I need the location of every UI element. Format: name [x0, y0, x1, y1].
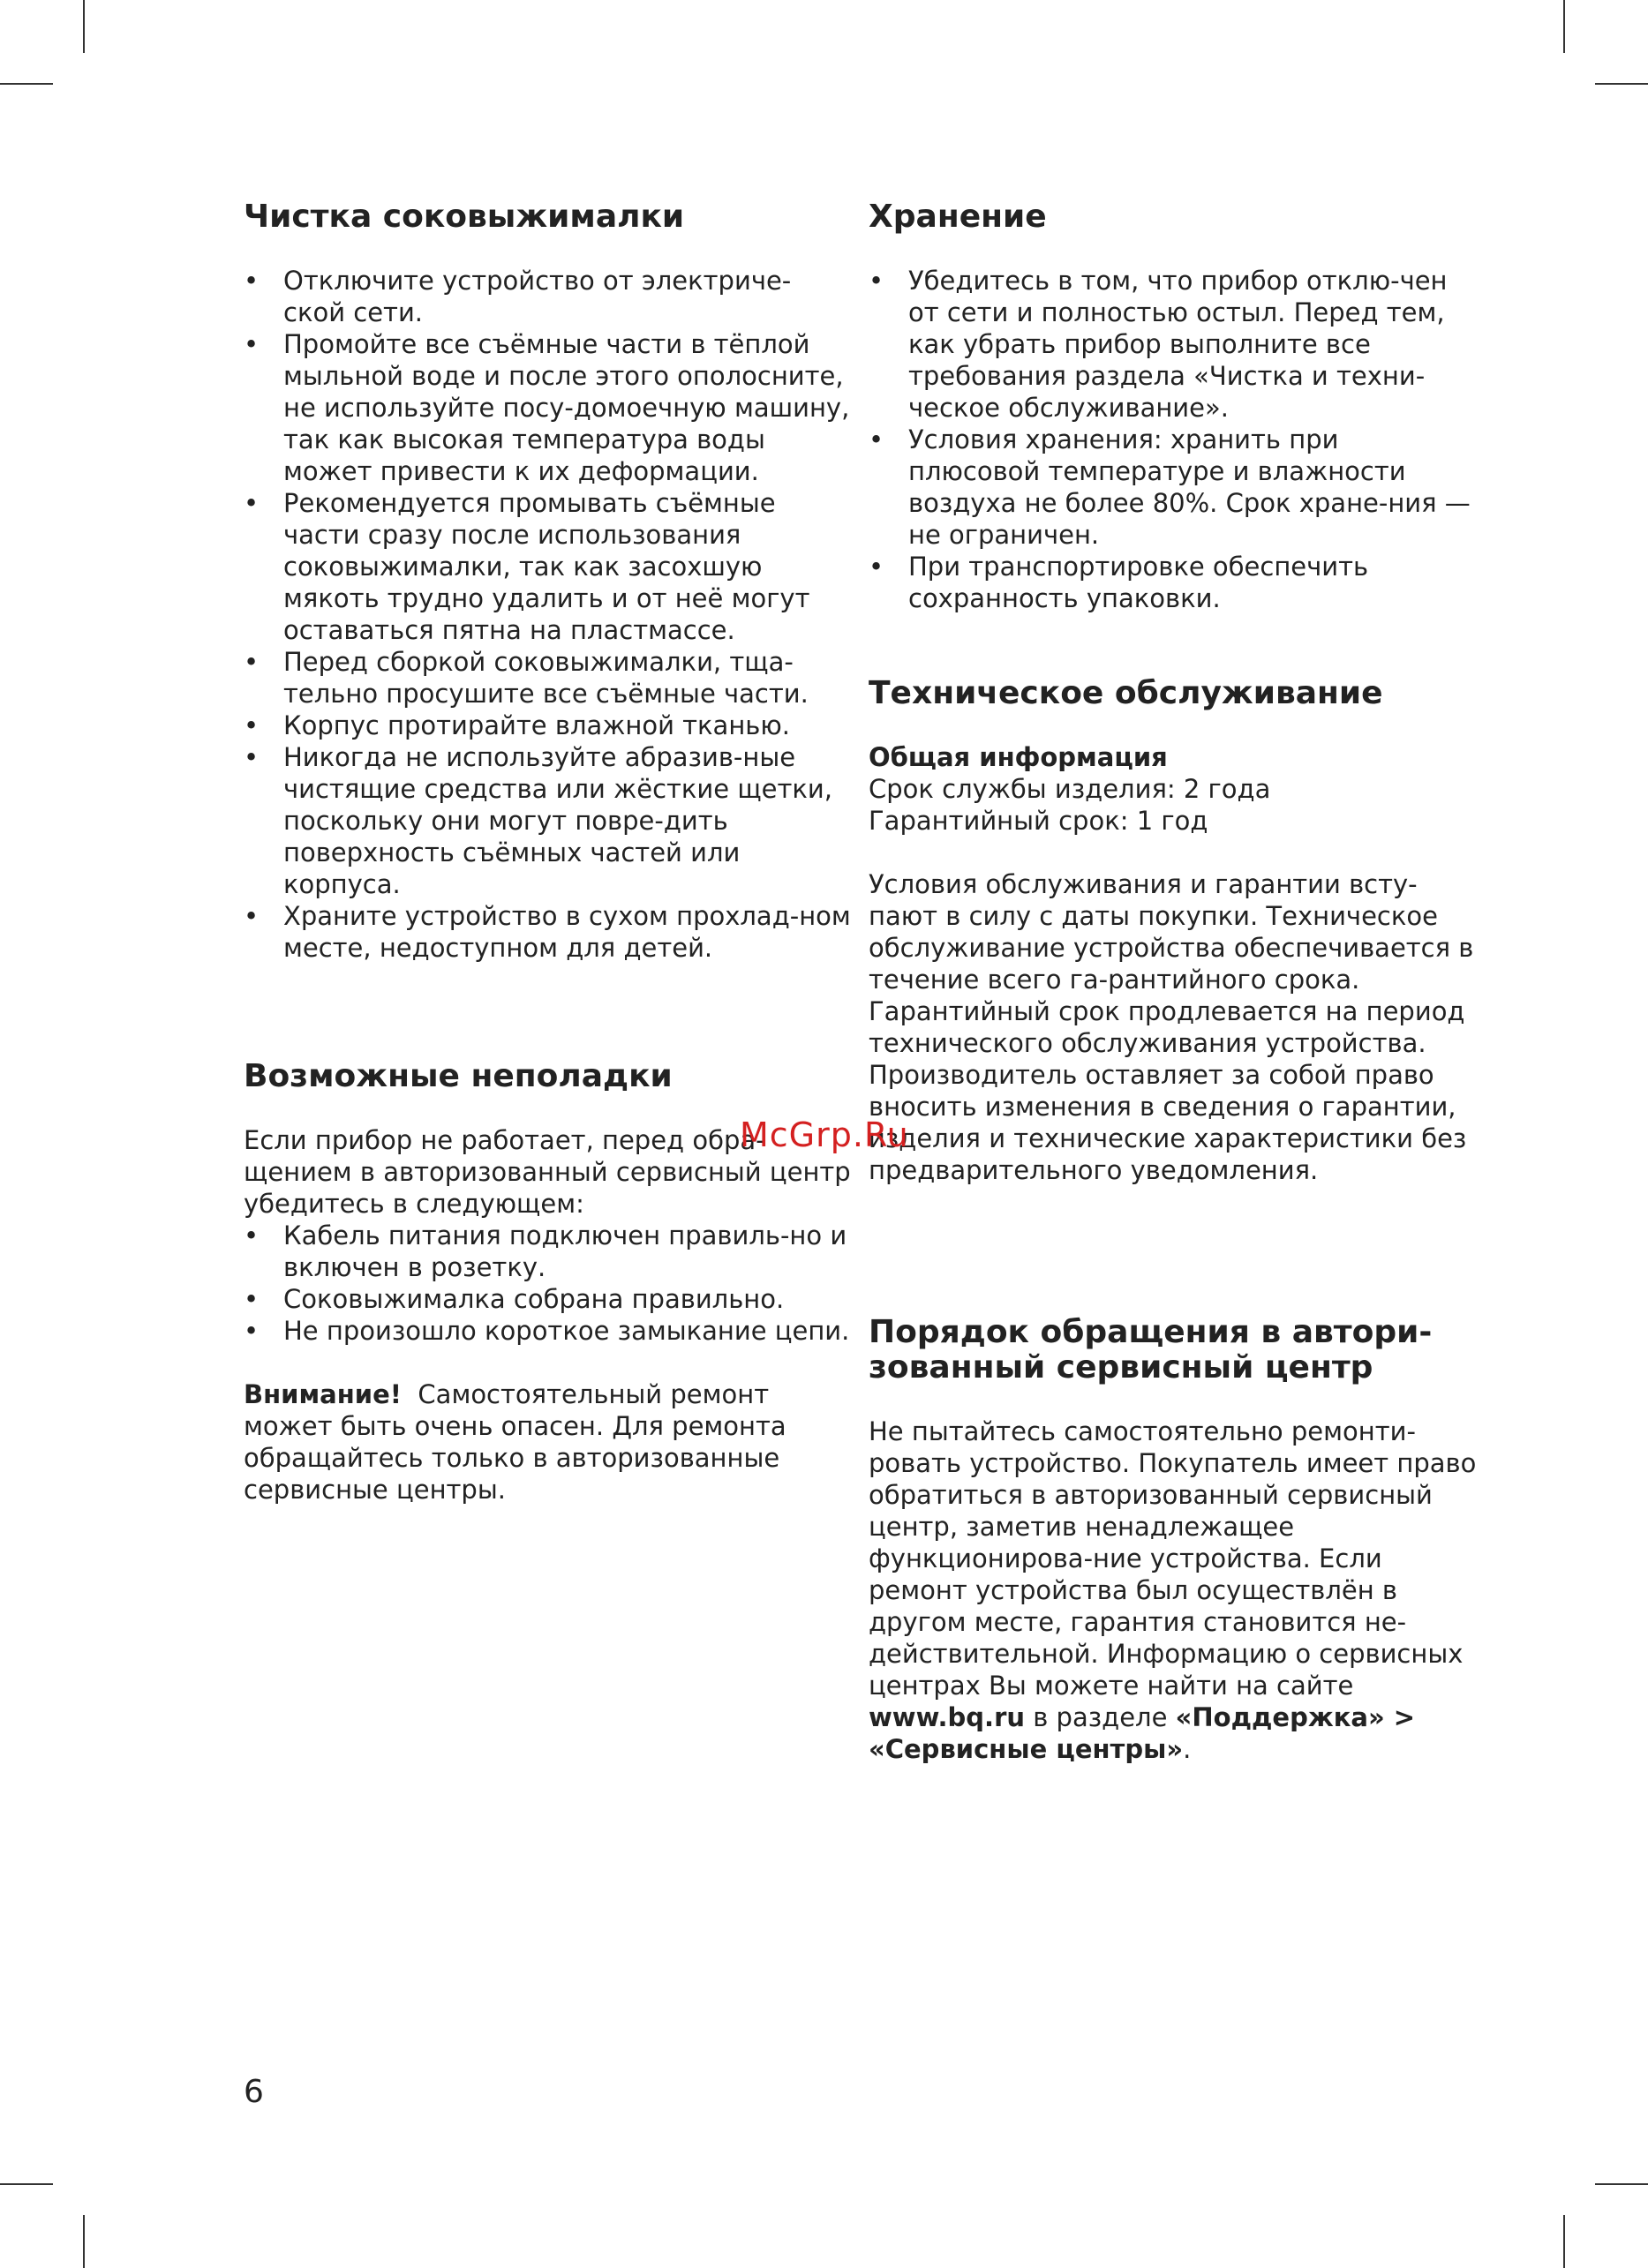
- list-item: • Соковыжималка собрана правильно.: [244, 1283, 853, 1315]
- service-title: Порядок обращения в автори-зованный сервисный центр: [869, 1314, 1433, 1386]
- cleaning-section: [244, 199, 853, 964]
- warranty-period: Гарантийный срок: 1 год: [869, 806, 1208, 836]
- service-text: Не пытайтесь самостоятельно ремонти-ровать устройство. Покупатель имеет право обратиться в авторизованный сервисный центр, заметив ненадлежащее функционирова-ние устройства. Если ремонт устройства был осуществлён в другом месте, гарантия становится не-действительной. Информацию о сервисных центрах Вы можете найти на сайте: [869, 1416, 1477, 1701]
- crop-mark-top-right-h: [1595, 83, 1648, 85]
- list-item: • Кабель питания подключен правиль-но и включен в розетку.: [244, 1220, 853, 1283]
- list-item: • Никогда не используйте абразив-ные чистящие средства или жёсткие щетки, поскольку они могут повре-дить поверхность съёмных частей или корпуса.: [244, 741, 853, 900]
- crop-mark-bottom-right-h: [1595, 2183, 1648, 2185]
- service-section-path: «Поддержка» > «Сервисные центры»: [869, 1702, 1416, 1764]
- storage-section: [869, 199, 1478, 614]
- crop-mark-top-right-v: [1563, 0, 1565, 53]
- troubles-title: Возможные неполадки: [244, 1058, 673, 1094]
- troubles-list: [244, 1220, 853, 1347]
- list-item: • Не произошло короткое замыкание цепи.: [244, 1315, 853, 1347]
- cleaning-title: Чистка соковыжималки: [244, 199, 685, 235]
- list-item: • Отключите устройство от электриче-ской сети.: [244, 265, 853, 328]
- crop-mark-top-left-v: [83, 0, 85, 53]
- service-end: .: [1183, 1734, 1192, 1764]
- crop-mark-bottom-left-h: [0, 2183, 53, 2185]
- service-site-link[interactable]: www.bq.ru: [869, 1702, 1026, 1732]
- crop-mark-bottom-left-v: [83, 2215, 85, 2268]
- troubles-intro: Если прибор не работает, перед обра-щением в авторизованный сервисный центр убедитесь в следующем:: [244, 1125, 851, 1219]
- warning-label: Внимание!: [244, 1379, 402, 1409]
- page-number: 6: [244, 2074, 264, 2110]
- list-item: • Перед сборкой соковыжималки, тща-тельно просушите все съёмные части.: [244, 646, 853, 710]
- list-item: • Убедитесь в том, что прибор отклю-чен от сети и полностью остыл. Перед тем, как убрать прибор выполните все требования раздела «Чистка и техни-ческое обслуживание».: [869, 265, 1478, 424]
- list-item: • Условия хранения: хранить при плюсовой температуре и влажности воздуха не более 80%. Срок хране-ния — не ограничен.: [869, 424, 1478, 551]
- warning-paragraph: [244, 1378, 853, 1506]
- storage-list: [869, 265, 1478, 614]
- list-item: • При транспортировке обеспечить сохранность упаковки.: [869, 551, 1478, 614]
- warning-text: Самостоятельный ремонт может быть очень опасен. Для ремонта обращайтесь только в авторизованные сервисные центры.: [244, 1379, 786, 1505]
- crop-mark-top-left-h: [0, 83, 53, 85]
- storage-title: Хранение: [869, 199, 1047, 235]
- service-section-prefix: в разделе: [1033, 1702, 1168, 1732]
- list-item: • Промойте все съёмные части в тёплой мыльной воде и после этого ополосните, не используйте посу-домоечную машину, так как высокая температура воды может привести к их деформации.: [244, 328, 853, 487]
- maintenance-section: [869, 676, 1478, 1186]
- list-item: • Рекомендуется промывать съёмные части сразу после использования соковыжималки, так как засохшую мякоть трудно удалить и от неё могут оставаться пятна на пластмассе.: [244, 487, 853, 646]
- crop-mark-bottom-right-v: [1563, 2215, 1565, 2268]
- maintenance-subtitle: Общая информация: [869, 742, 1168, 772]
- watermark: McGrp.Ru: [740, 1115, 909, 1154]
- cleaning-list: [244, 265, 853, 964]
- maintenance-title: Техническое обслуживание: [869, 675, 1383, 711]
- service-life: Срок службы изделия: 2 года: [869, 774, 1271, 804]
- list-item: • Корпус протирайте влажной тканью.: [244, 710, 853, 741]
- service-body: [869, 1416, 1478, 1765]
- list-item: • Храните устройство в сухом прохлад-ном месте, недоступном для детей.: [244, 900, 853, 964]
- service-section: [869, 1315, 1478, 1765]
- maintenance-body: Условия обслуживания и гарантии всту-пают в силу с даты покупки. Техническое обслуживание устройства обеспечивается в течение всего га-рантийного срока. Гарантийный срок продлевается на период технического обслуживания устройства. Производитель оставляет за собой право вносить изменения в сведения о гарантии, изделия и технические характеристики без предварительного уведомления.: [869, 869, 1474, 1185]
